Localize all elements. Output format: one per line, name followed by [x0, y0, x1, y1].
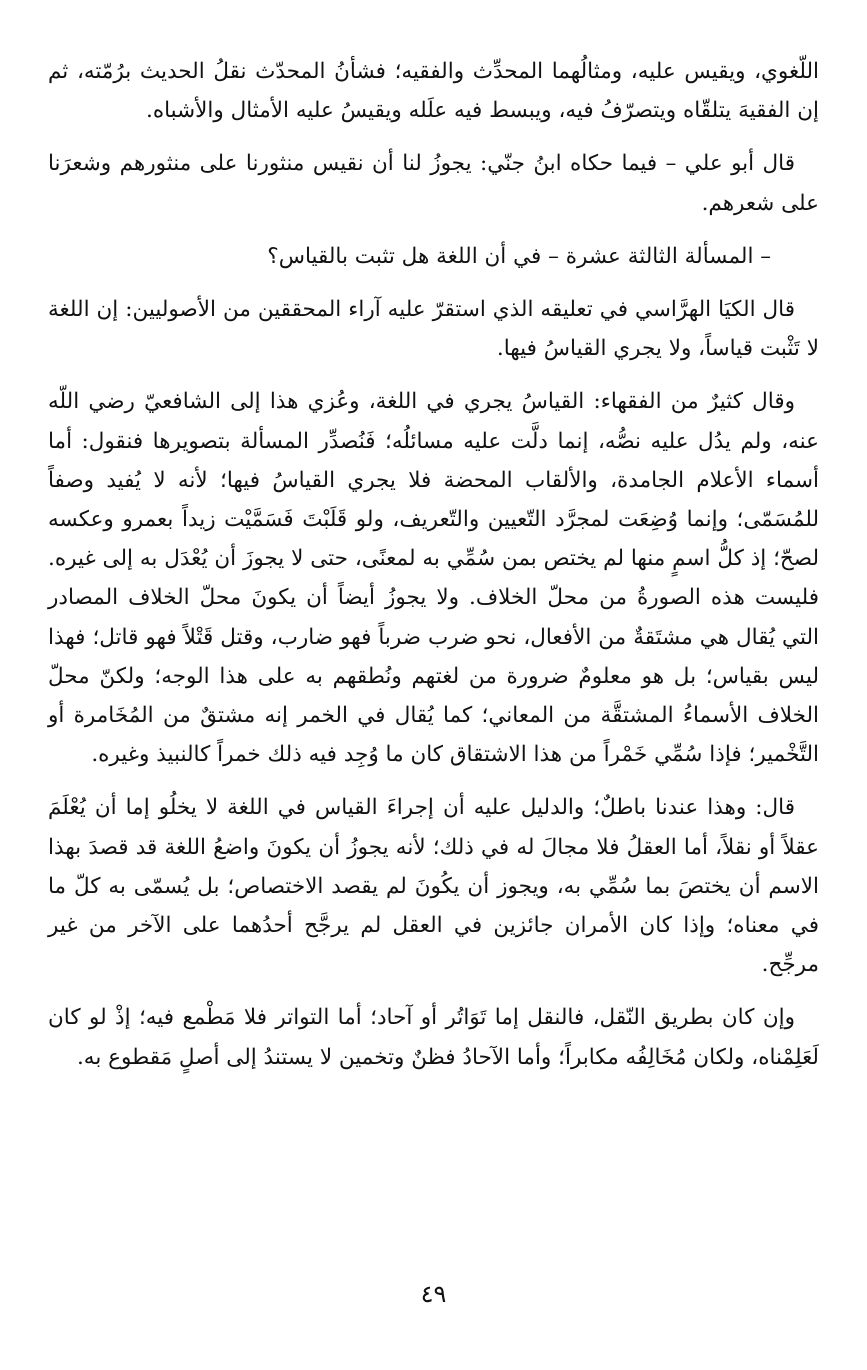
- page-number: ٤٩: [420, 1280, 447, 1308]
- paragraph-naql: وإن كان بطريق النّقل، فالنقل إما تَوَاتُر أو آحاد؛ أما التواتر فلا مَطْمع فيه؛ إذْ لو كان لَعَلِمْناه، ولكان مُخَالِفُه مكابراً؛ وأما الآحادُ فظنٌ وتخمين لا يستندُ إلى أصلٍ مَقطوع به.: [48, 1005, 819, 1070]
- section-heading: – المسألة الثالثة عشرة – في أن اللغة هل تثبت بالقياس؟: [267, 243, 771, 269]
- paragraph-kiya-harrasi: قال الكيَا الهرَّاسي في تعليقه الذي استقرّ عليه آراء المحققين من الأصوليين: إن اللغة لا تَثْبت قياساً، ولا يجري القياسُ فيها.: [48, 297, 819, 362]
- paragraph-abu-ali: قال أبو علي – فيما حكاه ابنُ جنّي: يجوزُ لنا أن نقيس منثورنا على منثورهم وشعرَنا على شعرهم.: [48, 151, 819, 216]
- paragraph-batil: قال: وهذا عندنا باطلٌ؛ والدليل عليه أن إجراءَ القياس في اللغة لا يخلُو إما أن يُعْلَمَ عقلاً أو نقلاً، أما العقلُ فلا مجالَ له في ذلك؛ لأنه يجوزُ أن يكونَ واضعُ اللغة قد قصدَ بهذا الاسم أن يختصَ بما سُمِّي به، ويجوز أن يكُونَ لم يقصد الاختصاص؛ بل يُسمّى به كلّ ما في معناه؛ وإذا كان الأمران جائزين في العقل لم يرجَّح أحدُهما على الآخر من غير مرجِّح.: [48, 795, 819, 978]
- paragraph-continuation: اللّغوي، ويقيس عليه، ومثالُهما المحدِّث والفقيه؛ فشأنُ المحدّث نقلُ الحديث برُمّته، ثم إن الفقيهَ يتلقّاه ويتصرّفُ فيه، ويبسط فيه علَله ويقيسُ عليه الأمثال والأشباه.: [48, 59, 819, 124]
- paragraph-fuqaha: وقال كثيرٌ من الفقهاء: القياسُ يجري في اللغة، وعُزي هذا إلى الشافعيّ رضي اللّه عنه، ولم يدُل عليه نصُّه، إنما دلَّت عليه مسائلُه؛ فَنُصدِّر المسألة بتصويرها فنقول: أما أسماء الأعلام الجامدة، والألقاب المحضة فلا يجري القياسُ فيها؛ لأنه لا يُفيد وصفاً للمُسَمّى؛ وإنما وُضِعَت لمجرَّد التّعيين والتّعريف، ولو قَلَبْتَ فَسَمَّيْت زيداً بعمرو وعكسه لصحّ؛ إذ كلُّ اسمٍ منها لم يختص بمن سُمِّي به لمعنًى، حتى لا يجوزَ أن يُعْدَل به إلى غيره. فليست هذه الصورةُ من محلّ الخلاف. ولا يجوزُ أيضاً أن يكونَ محلّ الخلاف المصادر التي يُقال هي مشتَقةٌ من الأفعال، نحو ضرب ضرباً فهو ضارب، وقتل قَتْلاً فهو قاتل؛ فهذا ليس بقياس؛ بل هو معلومٌ ضرورة من لغتهم ونُطقهم به على هذا الوجه؛ ولكنّ محلّ الخلاف الأسماءُ المشتقَّة من المعاني؛ كما يُقال في الخمر إنه مشتقٌ من المُخَامرة أو التَّخْمير؛ فإذا سُمِّي خَمْراً من هذا الاشتقاق كان ما وُجِد فيه ذلك خمراً كالنبيذ وغيره.: [48, 389, 819, 768]
